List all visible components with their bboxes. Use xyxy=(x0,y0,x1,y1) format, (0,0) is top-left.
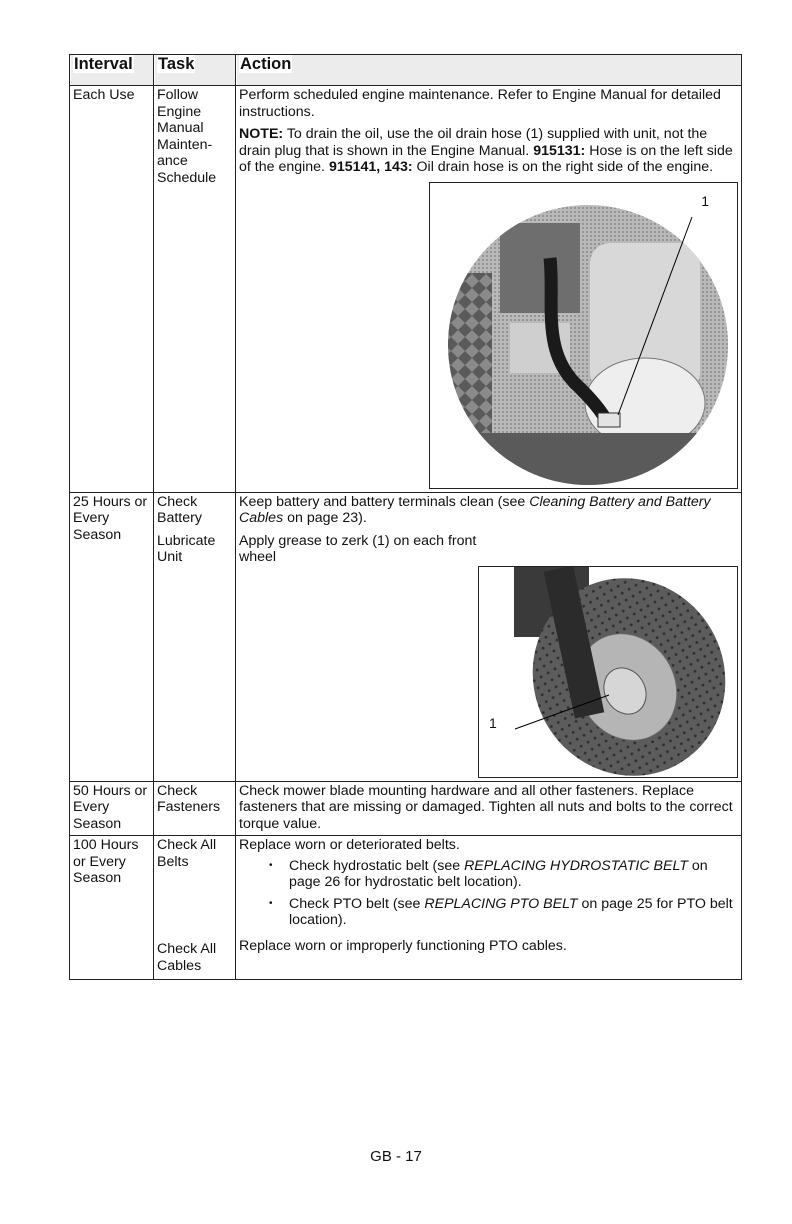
task-cell: Check Fasteners xyxy=(154,781,236,836)
task-lubricate-unit: Lubricate Unit xyxy=(157,532,216,565)
belts-action-text: Replace worn or deteriorated belts. xyxy=(239,837,460,853)
task-cell xyxy=(154,836,236,980)
front-wheel-photo xyxy=(479,567,737,777)
lubricate-action xyxy=(239,533,738,778)
task-check-all-belts: Check All Belts xyxy=(157,837,217,870)
cross-reference: Cleaning Battery and Battery Cables xyxy=(239,493,711,526)
model-number: 915141, 143: xyxy=(328,159,413,175)
note-paragraph: NOTE: To drain the oil, use the oil drain hose (1) supplied with unit, not the drain plug that is shown in the Engine Manual. 915131: Hose is on the left side of the engine. 915141, 143: Oil drain hose is on the right side of the engine. xyxy=(239,126,733,175)
action-cell xyxy=(236,836,742,980)
page-number: GB - 17 xyxy=(370,1148,422,1165)
interval-cell: 50 Hours or Every Season xyxy=(70,781,154,836)
oil-drain-hose-photo xyxy=(430,183,737,488)
action-cell xyxy=(236,86,742,493)
cross-reference: REPLACING HYDROSTATIC BELT xyxy=(464,857,688,874)
list-item: • Check PTO belt (see REPLACING PTO BELT on page 25 for PTO belt location). xyxy=(289,896,738,929)
maintenance-schedule-page xyxy=(69,54,741,980)
table-row xyxy=(70,86,742,493)
task-check-battery: Check Battery xyxy=(157,493,202,526)
front-wheel-figure xyxy=(478,566,738,778)
battery-action-text: Keep battery and battery terminals clean (see Cleaning Battery and Battery Cables on page 23). xyxy=(239,493,711,526)
interval-cell: Each Use xyxy=(70,86,154,493)
list-item: • Check hydrostatic belt (see REPLACING HYDROSTATIC BELT on page 26 for hydrostatic belt location). xyxy=(289,858,738,891)
table-header-row xyxy=(70,55,742,86)
action-cell: Check mower blade mounting hardware and all other fasteners. Replace fasteners that are missing or damaged. Tighten all nuts and bolts to the correct torque value. xyxy=(236,781,742,836)
header-interval: Interval xyxy=(70,55,154,86)
oil-drain-hose-figure xyxy=(429,182,738,489)
interval-cell: 25 Hours or Every Season xyxy=(70,492,154,781)
task-check-all-cables: Check All Cables xyxy=(157,941,217,974)
action-text: Perform scheduled engine maintenance. Refer to Engine Manual for detailed instructions. xyxy=(239,87,721,120)
task-cell: Follow Engine Manual Mainten-ance Schedule xyxy=(154,86,236,493)
maintenance-schedule-table xyxy=(69,54,742,980)
figure-callout: 1 xyxy=(701,192,709,209)
table-row xyxy=(70,781,742,836)
task-cell xyxy=(154,492,236,781)
header-task: Task xyxy=(154,55,236,86)
action-cell xyxy=(236,492,742,781)
cross-reference: REPLACING PTO BELT xyxy=(424,895,578,912)
figure-callout: 1 xyxy=(489,714,497,731)
cables-action-text: Replace worn or improperly functioning PTO cables. xyxy=(239,937,567,954)
belt-check-list xyxy=(239,858,738,929)
interval-cell: 100 Hours or Every Season xyxy=(70,836,154,980)
lubricate-action-text: Apply grease to zerk (1) on each front wheel xyxy=(239,532,477,565)
header-action: Action xyxy=(236,55,742,86)
table-row xyxy=(70,836,742,980)
note-label: NOTE: xyxy=(239,126,284,142)
table-row xyxy=(70,492,742,781)
model-number: 915131: xyxy=(533,142,586,159)
